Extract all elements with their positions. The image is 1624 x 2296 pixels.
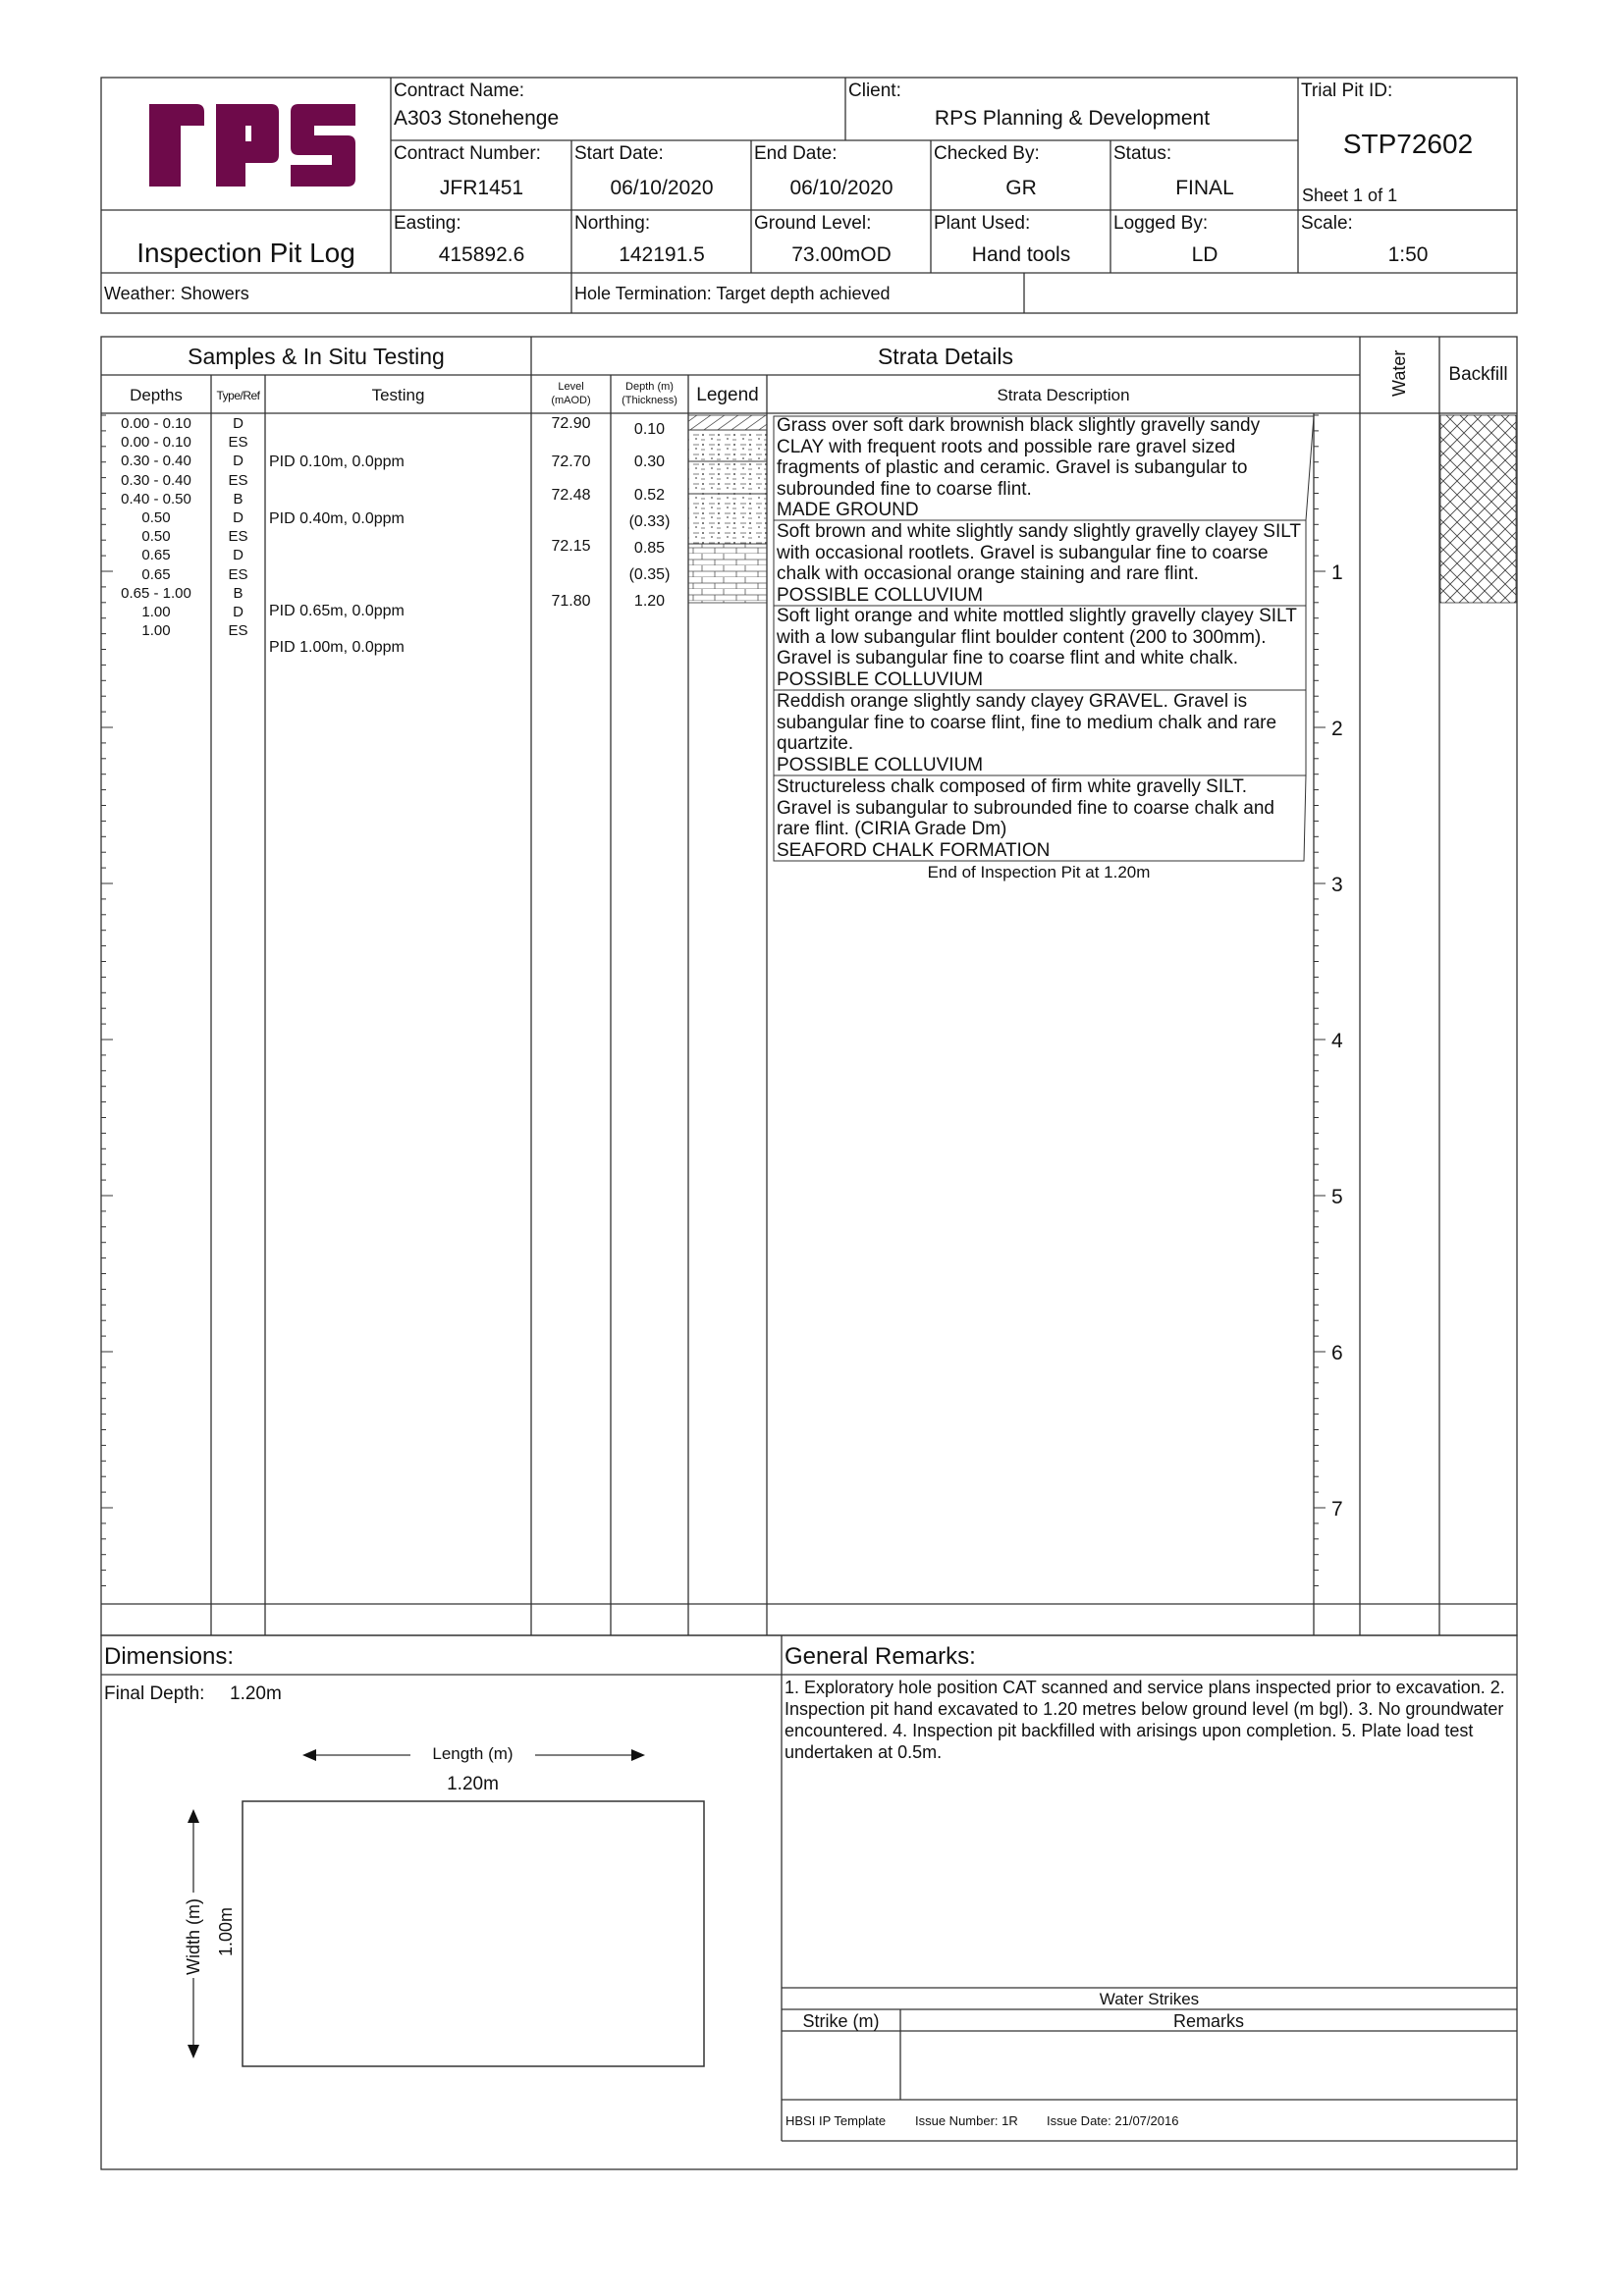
logged-by-label: Logged By: [1113, 213, 1209, 234]
water-header: Water [1389, 349, 1409, 397]
easting-value: 415892.6 [438, 243, 525, 266]
template-name: HBSI IP Template [785, 2113, 887, 2128]
strike-header: Strike (m) [802, 2011, 880, 2031]
sample-depth: 0.50 [141, 528, 171, 546]
checked-by: GR [1005, 177, 1037, 199]
sample-type: D [233, 509, 244, 526]
start-date-label: Start Date: [574, 143, 664, 164]
length-value: 1.20m [447, 1774, 499, 1794]
checked-by-label: Checked By: [934, 143, 1040, 164]
level-header: Level [558, 381, 584, 393]
depth-value: 1.20 [633, 593, 666, 610]
depth-value: 0.30 [633, 454, 666, 470]
thickness-header: (Thickness) [622, 395, 677, 406]
stratum-description [777, 415, 1307, 521]
depths-header: Depths [130, 386, 183, 404]
ground-level-value: 73.00mOD [791, 243, 892, 266]
sample-type: D [233, 453, 244, 470]
plant-used-value: Hand tools [971, 243, 1071, 266]
scale-label: Scale: [1301, 213, 1353, 234]
final-depth-value: 1.20m [230, 1683, 282, 1704]
status-label: Status: [1113, 143, 1172, 164]
stratum-text: Soft brown and white slightly sandy slightly gravelly clayey SILT with occasional rootlets. Gravel is subangular fine to coarse chalk with occasional orange staining and rare flint. [777, 521, 1301, 585]
sample-type: ES [228, 434, 248, 452]
stratum-unit: POSSIBLE COLLUVIUM [777, 668, 984, 690]
contract-number-label: Contract Number: [394, 143, 541, 164]
width-label: Width (m) [184, 1898, 203, 1975]
stratum-unit: POSSIBLE COLLUVIUM [777, 584, 984, 606]
stratum-unit: MADE GROUND [777, 500, 919, 521]
scale-value: 1:50 [1387, 243, 1429, 266]
level-value: 72.15 [551, 538, 591, 555]
strike-remarks-header: Remarks [1172, 2011, 1244, 2031]
stratum-description [777, 691, 1307, 775]
level-value: 72.90 [551, 415, 591, 432]
stratum-text: Structureless chalk composed of firm white gravelly SILT. Gravel is subangular to subrounded fine to coarse chalk and rare flint. (CIRIA Grade Dm) [777, 776, 1274, 840]
sample-depth: 0.30 - 0.40 [121, 453, 191, 470]
rps-logo [145, 96, 361, 194]
sample-depth: 0.30 - 0.40 [121, 471, 191, 489]
sample-type: D [233, 604, 244, 620]
level-value: 72.70 [551, 454, 591, 470]
log-title: Inspection Pit Log [136, 238, 355, 268]
depth-value: 0.85 [633, 540, 666, 557]
hole-termination: Hole Termination: Target depth achieved [574, 284, 891, 303]
issue-number: Issue Number: 1R [915, 2113, 1018, 2128]
contract-name-label: Contract Name: [394, 80, 525, 101]
client-name: RPS Planning & Development [934, 107, 1211, 130]
depth-value: 0.52 [633, 487, 666, 504]
thickness-value: (0.35) [628, 566, 671, 583]
water-strikes-title: Water Strikes [1099, 1990, 1200, 2008]
type-ref-header: Type/Ref [216, 389, 260, 402]
depth-scale-label: 7 [1331, 1498, 1343, 1521]
client-label: Client: [848, 80, 901, 101]
test-entry: PID 0.10m, 0.0ppm [269, 454, 405, 470]
dimensions-title: Dimensions: [104, 1643, 235, 1670]
test-entry: PID 0.40m, 0.0ppm [269, 510, 405, 527]
backfill-header: Backfill [1448, 364, 1508, 385]
sample-type: D [233, 415, 244, 432]
testing-header: Testing [371, 386, 425, 404]
sample-type: B [233, 490, 244, 507]
depth-scale-label: 3 [1331, 874, 1343, 896]
depth-scale-label: 6 [1331, 1342, 1343, 1364]
trial-pit-id: STP72602 [1342, 129, 1474, 159]
end-of-pit-note: End of Inspection Pit at 1.20m [927, 863, 1151, 881]
sample-depth: 0.50 [141, 509, 171, 526]
sample-depth: 0.65 [141, 565, 171, 583]
plant-used-label: Plant Used: [934, 213, 1031, 234]
sample-depth: 1.00 [141, 622, 171, 640]
sample-type: ES [228, 565, 248, 583]
stratum-description [777, 776, 1307, 861]
end-date-label: End Date: [754, 143, 838, 164]
sample-type: ES [228, 528, 248, 546]
trial-pit-label: Trial Pit ID: [1301, 80, 1393, 101]
width-value: 1.00m [216, 1906, 236, 1956]
sheet-number: Sheet 1 of 1 [1302, 186, 1398, 205]
level-value: 71.80 [551, 593, 591, 610]
samples-title: Samples & In Situ Testing [188, 344, 445, 369]
stratum-description [777, 521, 1307, 606]
contract-name: A303 Stonehenge [394, 107, 560, 130]
stratum-unit: POSSIBLE COLLUVIUM [777, 754, 984, 775]
logged-by-value: LD [1191, 243, 1218, 266]
northing-label: Northing: [574, 213, 651, 234]
northing-value: 142191.5 [619, 243, 705, 266]
sample-type: ES [228, 471, 248, 489]
sample-depth: 1.00 [141, 604, 171, 620]
remarks-title: General Remarks: [785, 1643, 976, 1670]
status-value: FINAL [1175, 177, 1234, 199]
end-date: 06/10/2020 [789, 177, 893, 199]
stratum-text: Grass over soft dark brownish black slightly gravelly sandy CLAY with frequent roots and possible rare gravel sized fragments of plastic and ceramic. Gravel is subangular to subrounded fine to coarse flint. [777, 415, 1261, 500]
thickness-value: (0.33) [628, 513, 671, 530]
ground-level-label: Ground Level: [754, 213, 872, 234]
start-date: 06/10/2020 [610, 177, 714, 199]
stratum-unit: SEAFORD CHALK FORMATION [777, 839, 1051, 861]
sample-type: D [233, 547, 244, 564]
remarks-text: 1. Exploratory hole position CAT scanned and service plans inspected prior to excavation. 2. Inspection pit hand excavated to 1.20 metres below ground level (m bgl). 3. No groundwater encountered. 4. Inspection pit backfilled with arisings upon completion. 5. Plate load test undertaken at 0.5m. [785, 1678, 1505, 1762]
legend-header: Legend [696, 385, 759, 405]
length-label: Length (m) [432, 1744, 514, 1763]
depth-scale-label: 1 [1331, 561, 1343, 584]
sample-depth: 0.65 - 1.00 [121, 584, 191, 602]
depth-scale-label: 5 [1331, 1186, 1343, 1208]
test-entry: PID 0.65m, 0.0ppm [269, 603, 405, 619]
depth-header: Depth (m) [625, 381, 674, 393]
sample-depth: 0.65 [141, 547, 171, 564]
sample-type: B [233, 584, 244, 602]
strata-description-header: Strata Description [997, 386, 1130, 404]
sample-depth: 0.00 - 0.10 [121, 434, 191, 452]
stratum-text: Soft light orange and white mottled slightly gravelly clayey SILT with a low subangular flint boulder content (200 to 300mm). Gravel is subangular fine to coarse flint and white chalk. [777, 606, 1297, 669]
depth-value: 0.10 [633, 421, 666, 438]
level-unit-header: (mAOD) [551, 395, 591, 406]
stratum-description [777, 606, 1307, 690]
sample-depth: 0.00 - 0.10 [121, 415, 191, 432]
weather: Weather: Showers [104, 284, 249, 303]
easting-label: Easting: [394, 213, 461, 234]
level-value: 72.48 [551, 487, 591, 504]
issue-date: Issue Date: 21/07/2016 [1047, 2113, 1179, 2128]
strata-title: Strata Details [877, 344, 1014, 369]
depth-scale-label: 4 [1331, 1030, 1343, 1052]
test-entry: PID 1.00m, 0.0ppm [269, 639, 405, 656]
contract-number: JFR1451 [439, 177, 524, 199]
final-depth-label: Final Depth: [104, 1683, 205, 1704]
sample-type: ES [228, 622, 248, 640]
sample-depth: 0.40 - 0.50 [121, 490, 191, 507]
stratum-text: Reddish orange slightly sandy clayey GRAVEL. Gravel is subangular fine to coarse flint, fine to medium chalk and rare quartzite. [777, 691, 1277, 755]
depth-scale-label: 2 [1331, 718, 1343, 740]
